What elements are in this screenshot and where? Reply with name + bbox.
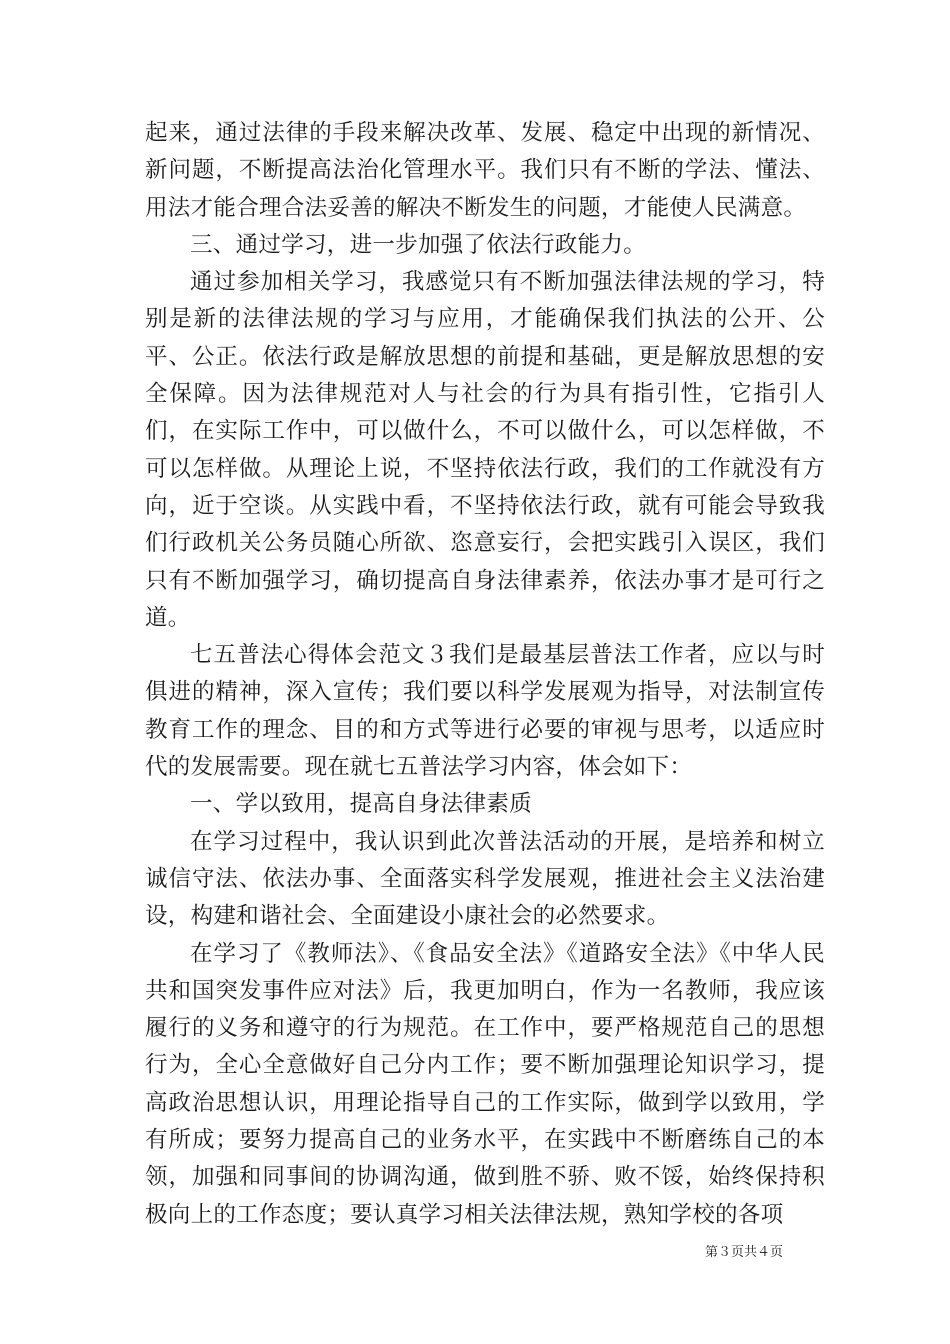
document-body <box>145 115 825 1234</box>
paragraph-learning-process: 在学习过程中，我认识到此次普法活动的开展，是培养和树立诚信守法、依法办事、全面落实科学发展观，推进社会主义法治建设，构建和谐社会、全面建设小康社会的必然要求。 <box>145 828 825 930</box>
page-number-footer: 第３页共４页 <box>705 1245 784 1260</box>
paragraph-essay-three-intro: 七五普法心得体会范文３我们是最基层普法工作者，应以与时俱进的精神，深入宣传；我们要以科学发展观为指导，对法制宣传教育工作的理念、目的和方式等进行必要的审视与思考，以适应时代的发展需要。现在就七五普法学习内容，体会如下： <box>145 642 825 781</box>
section-heading-three: 三、通过学习，进一步加强了依法行政能力。 <box>190 231 647 258</box>
paragraph-administration: 通过参加相关学习，我感觉只有不断加强法律法规的学习，特别是新的法律法规的学习与应用，才能确保我们执法的公开、公平、公正。依法行政是解放思想的前提和基础，更是解放思想的安全保障。因为法律规范对人与社会的行为具有指引性，它指引人们，在实际工作中，可以做什么，不可以做什么，可以怎样做，不可以怎样做。从理论上说，不坚持依法行政，我们的工作就没有方向，近于空谈。从实践中看，不坚持依法行政，就有可能会导致我们行政机关公务员随心所欲、恣意妄行，会把实践引入误区，我们只有不断加强学习，确切提高自身法律素养，依法办事才是可行之道。 <box>145 269 825 631</box>
paragraph-teacher-law: 在学习了《教师法》、《食品安全法》《道路安全法》《中华人民共和国突发事件应对法》后，我更加明白，作为一名教师，我应该履行的义务和遵守的行为规范。在工作中，要严格规范自己的思想行为，全心全意做好自己分内工作；要不断加强理论知识学习，提高政治思想认识，用理论指导自己的工作实际，做到学以致用，学有所成；要努力提高自己的业务水平，在实践中不断磨练自己的本领，加强和同事间的协调沟通，做到胜不骄、败不馁，始终保持积极向上的工作态度；要认真学习相关法律法规，熟知学校的各项 <box>145 940 825 1228</box>
section-heading-one: 一、学以致用，提高自身法律素质 <box>190 791 533 818</box>
paragraph-continuation: 起来，通过法律的手段来解决改革、发展、稳定中出现的新情况、新问题，不断提高法治化管理水平。我们只有不断的学法、懂法、用法才能合理合法妥善的解决不断发生的问题，才能使人民满意。 <box>145 120 825 221</box>
